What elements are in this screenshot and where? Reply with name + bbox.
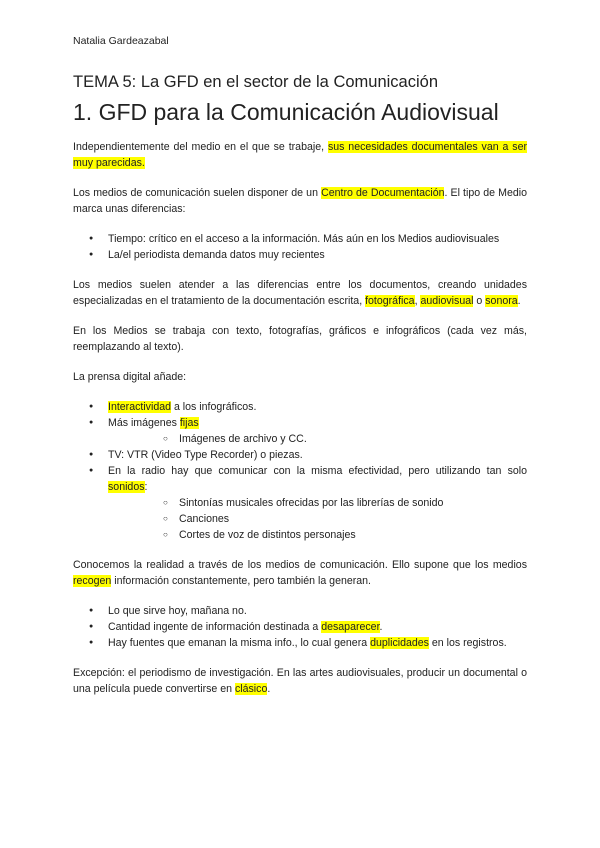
sublist-item: ○ Cortes de voz de distintos personajes bbox=[108, 527, 527, 543]
text: Conocemos la realidad a través de los medios de comunicación. Ello supone que los medios bbox=[73, 559, 527, 571]
paragraph-digital-press: La prensa digital añade: bbox=[73, 371, 187, 383]
section-heading: 1. GFD para la Comunicación Audiovisual bbox=[73, 99, 499, 125]
text: Excepción: el periodismo de investigación. En las artes audiovisuales, producir un documental o una película puede convertirse en bbox=[73, 667, 527, 695]
list-item: ● TV: VTR (Video Type Recorder) o piezas. bbox=[73, 447, 527, 463]
list-item: ● Tiempo: crítico en el acceso a la información. Más aún en los Medios audiovisuales bbox=[73, 231, 527, 247]
text: o bbox=[473, 295, 486, 307]
list-reality bbox=[73, 603, 527, 651]
text: En la radio hay que comunicar con la misma efectividad, pero utilizando tan solo bbox=[108, 465, 527, 477]
highlight: desaparecer bbox=[321, 621, 380, 633]
list-item: ● Lo que sirve hoy, mañana no. bbox=[73, 603, 527, 619]
highlight: sonora bbox=[485, 295, 518, 307]
text: Más imágenes bbox=[108, 417, 180, 429]
paragraph-content-types: En los Medios se trabaja con texto, fotografías, gráficos e infográficos (cada vez más, reemplazando al texto). bbox=[73, 325, 527, 353]
highlight: clásico bbox=[234, 683, 268, 695]
text: a los infográficos. bbox=[171, 401, 257, 413]
list-item bbox=[73, 619, 527, 635]
text: Los medios suelen atender a las diferencias entre los documentos, creando unidades especializadas en el tratamiento de la documentación escrita, bbox=[73, 279, 527, 307]
paragraph-media bbox=[73, 185, 527, 217]
text: Los medios de comunicación suelen disponer de un bbox=[73, 187, 322, 199]
list-item bbox=[73, 635, 527, 651]
sublist-item: ○ Imágenes de archivo y CC. bbox=[108, 431, 527, 447]
document-body bbox=[73, 139, 527, 711]
sublist bbox=[108, 495, 527, 543]
highlight: Centro de Documentación bbox=[321, 187, 445, 199]
highlight: Interactividad bbox=[108, 401, 172, 413]
text: . El tipo de Medio marca unas diferencias: bbox=[73, 187, 527, 215]
highlight: duplicidades bbox=[370, 637, 429, 649]
highlight: fotográfica bbox=[365, 295, 415, 307]
text: Hay fuentes que emanan la misma info., lo cual genera bbox=[108, 637, 371, 649]
list-item: ● La/el periodista demanda datos muy recientes bbox=[73, 247, 527, 263]
text: información constantemente, pero también la generan. bbox=[111, 575, 371, 587]
list-item bbox=[73, 463, 527, 543]
author-name: Natalia Gardeazabal bbox=[73, 35, 169, 47]
sublist bbox=[108, 431, 527, 447]
paragraph-units bbox=[73, 277, 527, 309]
highlight: fijas bbox=[179, 417, 199, 429]
text: . bbox=[267, 683, 271, 695]
highlight: audiovisual bbox=[420, 295, 474, 307]
paragraph-exception bbox=[73, 665, 527, 697]
sublist-item: ○ Sintonías musicales ofrecidas por las librerías de sonido bbox=[108, 495, 527, 511]
list-item bbox=[73, 399, 527, 415]
list-digital-press bbox=[73, 399, 527, 543]
text: : bbox=[144, 481, 148, 493]
text: Cantidad ingente de información destinada a bbox=[108, 621, 322, 633]
highlight: recogen bbox=[73, 575, 112, 587]
list-item bbox=[73, 415, 527, 447]
list-differences bbox=[73, 231, 527, 263]
text: . bbox=[517, 295, 521, 307]
highlight: sus necesidades documentales van a ser muy parecidas. bbox=[73, 141, 527, 169]
sublist-item: ○ Canciones bbox=[108, 511, 527, 527]
topic-title: TEMA 5: La GFD en el sector de la Comunicación bbox=[73, 73, 438, 91]
text: Independientemente del medio en el que se trabaje, bbox=[73, 141, 328, 153]
highlight: sonidos bbox=[108, 481, 145, 493]
text: en los registros. bbox=[428, 637, 507, 649]
text: , bbox=[414, 295, 421, 307]
paragraph-reality bbox=[73, 557, 527, 589]
paragraph-intro bbox=[73, 139, 527, 171]
text: . bbox=[379, 621, 383, 633]
